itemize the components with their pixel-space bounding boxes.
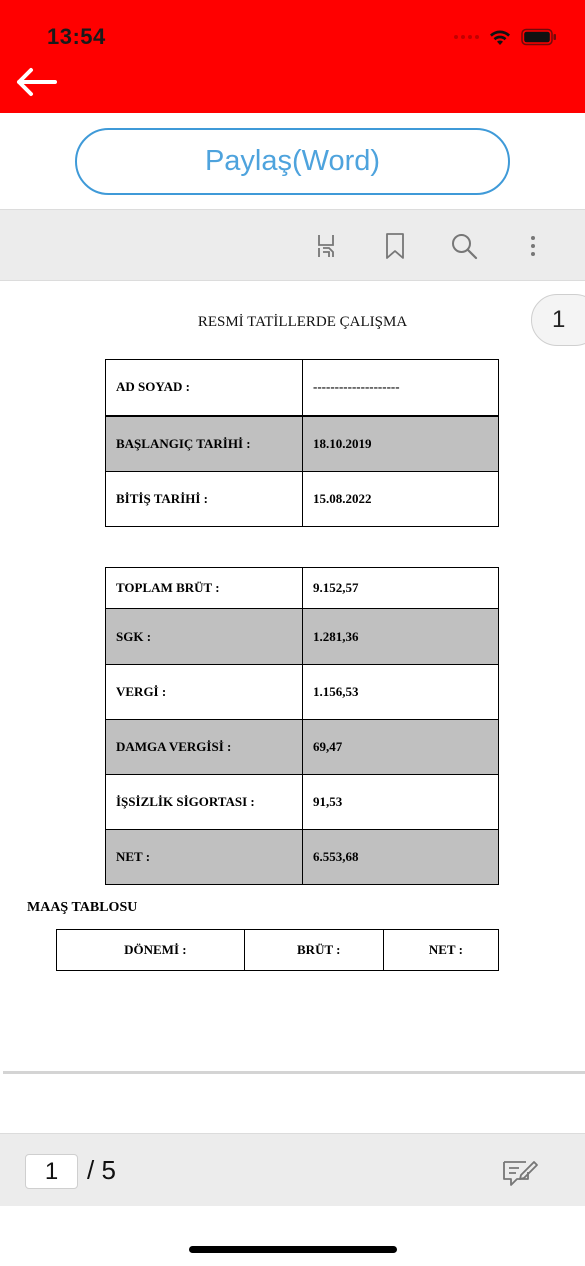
totals-value: 9.152,57: [303, 568, 499, 609]
search-icon[interactable]: [448, 230, 480, 262]
wifi-icon: [488, 28, 512, 46]
arrow-left-icon: [14, 67, 58, 97]
annotate-button[interactable]: [500, 1154, 540, 1190]
pdf-toolbar: [0, 209, 585, 281]
info-value: --------------------: [303, 360, 499, 416]
column-header-gross: BRÜT :: [244, 930, 383, 971]
totals-label: İŞSİZLİK SİGORTASI :: [106, 775, 303, 830]
table-row: [106, 665, 499, 720]
bookmark-icon[interactable]: [379, 230, 411, 262]
totals-value: 6.553,68: [303, 830, 499, 885]
totals-label: TOPLAM BRÜT :: [106, 568, 303, 609]
table-row: [106, 775, 499, 830]
column-header-period: DÖNEMİ :: [57, 930, 245, 971]
reading-mode-icon[interactable]: [310, 230, 342, 262]
totals-label: DAMGA VERGİSİ :: [106, 720, 303, 775]
info-label: AD SOYAD :: [106, 360, 303, 416]
more-vertical-icon[interactable]: [517, 230, 549, 262]
table-row: [106, 472, 499, 527]
back-button[interactable]: [14, 62, 62, 102]
table-row: [106, 568, 499, 609]
info-label: BİTİŞ TARİHİ :: [106, 472, 303, 527]
page-navigation-bar: [0, 1133, 585, 1206]
annotate-icon: [501, 1157, 539, 1187]
current-page-badge: 1: [531, 294, 585, 346]
info-value: 15.08.2022: [303, 472, 499, 527]
info-label: BAŞLANGIÇ TARİHİ :: [106, 416, 303, 472]
table-header-row: [57, 930, 499, 971]
column-header-net: NET :: [383, 930, 498, 971]
totals-table: [105, 567, 499, 885]
table-row: [106, 830, 499, 885]
document-title: RESMİ TATİLLERDE ÇALIŞMA: [197, 314, 408, 330]
page-separator: [3, 1071, 585, 1074]
totals-value: 1.281,36: [303, 609, 499, 665]
status-time: 13:54: [47, 24, 106, 49]
pdf-page[interactable]: [0, 282, 585, 1072]
share-word-button[interactable]: Paylaş(Word): [75, 128, 510, 195]
info-table: [105, 359, 499, 527]
status-icons: [454, 26, 557, 48]
totals-value: 69,47: [303, 720, 499, 775]
totals-label: NET :: [106, 830, 303, 885]
salary-table-title: MAAŞ TABLOSU: [27, 900, 138, 915]
table-row: [106, 360, 499, 416]
info-value: 18.10.2019: [303, 416, 499, 472]
page-total: / 5: [87, 1155, 116, 1185]
table-row: [106, 720, 499, 775]
table-row: [106, 416, 499, 472]
totals-value: 91,53: [303, 775, 499, 830]
totals-value: 1.156,53: [303, 665, 499, 720]
signal-icon: [454, 35, 479, 39]
totals-label: SGK :: [106, 609, 303, 665]
table-row: [106, 609, 499, 665]
salary-table: [56, 929, 499, 971]
battery-icon: [521, 28, 557, 46]
app-header: [0, 0, 585, 113]
home-indicator[interactable]: [189, 1246, 397, 1253]
totals-label: VERGİ :: [106, 665, 303, 720]
page-number-input[interactable]: 1: [25, 1154, 78, 1189]
